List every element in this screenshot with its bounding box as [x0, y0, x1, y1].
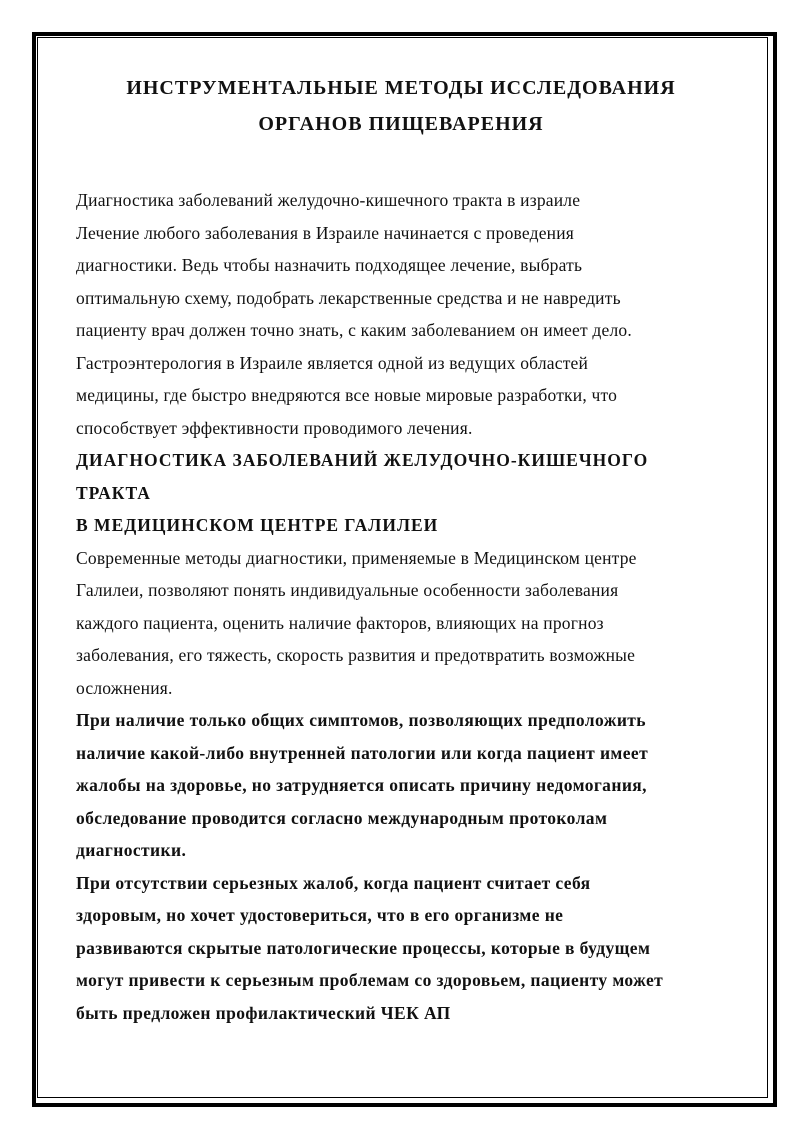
text-line: здоровым, но хочет удостовериться, что в его организме не: [76, 905, 564, 925]
text-line: диагностики. Ведь чтобы назначить подходящее лечение, выбрать: [76, 255, 583, 275]
checkup-paragraph: [76, 867, 726, 1030]
heading-line: ДИАГНОСТИКА ЗАБОЛЕВАНИЙ ЖЕЛУДОЧНО-КИШЕЧНОГО: [76, 450, 649, 470]
section-heading: [76, 444, 726, 542]
title-line: ИНСТРУМЕНТАЛЬНЫЕ МЕТОДЫ ИССЛЕДОВАНИЯ: [126, 77, 676, 99]
heading-line: ТРАКТА: [76, 482, 151, 503]
symptoms-paragraph: [76, 704, 726, 867]
text-line: Галилеи, позволяют понять индивидуальные особенности заболевания: [76, 580, 619, 600]
text-line: Лечение любого заболевания в Израиле начинается с проведения: [76, 222, 575, 243]
text-line: Диагностика заболеваний желудочно-кишечного тракта в израиле: [76, 190, 581, 210]
text-line: При отсутствии серьезных жалоб, когда пациент считает себя: [76, 872, 591, 893]
text-line: способствует эффективности проводимого лечения.: [76, 417, 473, 438]
document-title: [76, 70, 726, 142]
text-line: осложнения.: [76, 677, 173, 698]
text-line: развиваются скрытые патологические процессы, которые в будущем: [76, 937, 651, 958]
text-line: медицины, где быстро внедряются все новые мировые разработки, что: [76, 385, 618, 405]
text-line: могут привести к серьезным проблемам со здоровьем, пациенту может: [76, 970, 664, 990]
methods-paragraph: [76, 542, 726, 705]
text-line: быть предложен профилактический ЧЕК АП: [76, 1002, 451, 1023]
document-body: [76, 70, 726, 1029]
text-line: оптимальную схему, подобрать лекарственные средства и не навредить: [76, 287, 621, 308]
text-line: диагностики.: [76, 840, 187, 860]
text-line: каждого пациента, оценить наличие факторов, влияющих на прогноз: [76, 612, 604, 633]
text-line: Гастроэнтерология в Израиле является одной из ведущих областей: [76, 352, 589, 373]
text-line: наличие какой-либо внутренней патологии или когда пациент имеет: [76, 742, 649, 763]
intro-paragraph: [76, 184, 726, 444]
text-line: заболевания, его тяжесть, скорость развития и предотвратить возможные: [76, 645, 636, 665]
heading-line: В МЕДИЦИНСКОМ ЦЕНТРЕ ГАЛИЛЕИ: [76, 515, 439, 535]
text-line: Современные методы диагностики, применяемые в Медицинском центре: [76, 547, 637, 568]
text-line: обследование проводится согласно международным протоколам: [76, 807, 608, 828]
text-line: жалобы на здоровье, но затрудняется описать причину недомогания,: [76, 775, 647, 795]
text-line: При наличие только общих симптомов, позволяющих предположить: [76, 710, 646, 730]
text-line: пациенту врач должен точно знать, с каким заболеванием он имеет дело.: [76, 320, 632, 340]
title-line: ОРГАНОВ ПИЩЕВАРЕНИЯ: [258, 113, 544, 135]
